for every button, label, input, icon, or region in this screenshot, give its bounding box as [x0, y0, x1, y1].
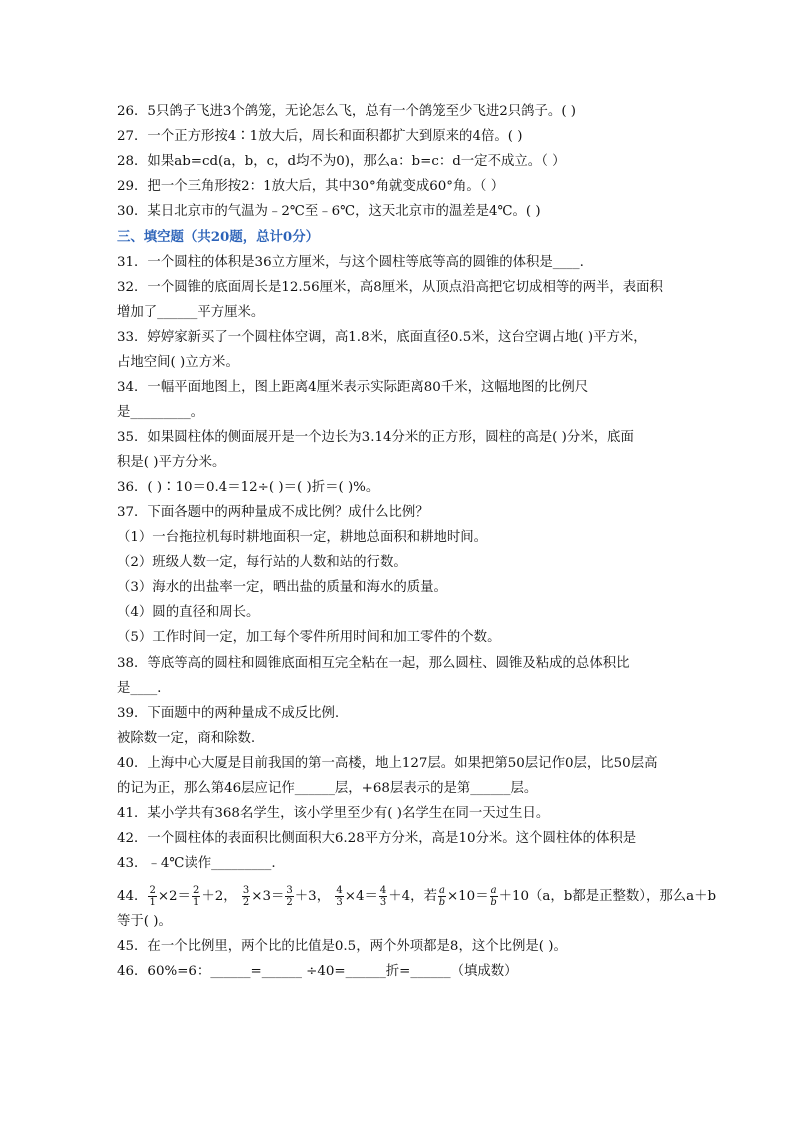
fraction: $\frac{a}{b}$	[490, 885, 497, 908]
question-34-line2: 是_________。	[117, 405, 205, 420]
question-40-line2: 的记为正，那么第46层应记作______层，+68层表示的是第______层。	[117, 781, 538, 796]
question-29: 29．把一个三角形按2：1放大后，其中30°角就变成60°角。（ ）	[117, 179, 505, 194]
question-39-line2: 被除数一定，商和除数.	[117, 731, 256, 746]
question-35-line1: 35．如果圆柱体的侧面展开是一个边长为3.14分米的正方形，圆柱的高是( )分米，底面	[117, 430, 634, 445]
question-33-line2: 占地空间( )立方米。	[117, 355, 239, 370]
question-37-item-3: （3）海水的出盐率一定，晒出盐的质量和海水的质量。	[117, 580, 447, 595]
question-32-line2: 增加了______平方厘米。	[117, 305, 265, 320]
question-35-line2: 积是( )平方分米。	[117, 455, 226, 470]
question-31: 31．一个圆柱的体积是36立方厘米，与这个圆柱等底等高的圆锥的体积是____.	[117, 255, 584, 270]
question-42: 42．一个圆柱体的表面积比侧面积大6.28平方分米，高是10分米。这个圆柱体的体积是	[117, 831, 637, 846]
question-27: 27．一个正方形按4∶1放大后，周长和面积都扩大到原来的4倍。( )	[117, 129, 523, 144]
question-37-item-2: （2）班级人数一定，每行站的人数和站的行数。	[117, 555, 407, 570]
question-44-line2: 等于( )。	[117, 914, 172, 929]
fraction: $\frac{4}{3}$	[336, 885, 343, 908]
fraction: $\frac{2}{1}$	[149, 885, 156, 908]
section-heading-fill-blank: 三、填空题（共20题，总计0分）	[117, 229, 320, 245]
question-38-line1: 38．等底等高的圆柱和圆锥底面相互完全粘在一起，那么圆柱、圆锥及粘成的总体积比	[117, 656, 630, 671]
question-30: 30．某日北京市的气温为﹣2℃至﹣6℃，这天北京市的温差是4℃。( )	[117, 204, 541, 219]
question-38-line2: 是____.	[117, 681, 162, 696]
question-40-line1: 40．上海中心大厦是目前我国的第一高楼，地上127层。如果把第50层记作0层，比50层高	[117, 756, 658, 771]
question-41: 41．某小学共有368名学生，该小学里至少有( )名学生在同一天过生日。	[117, 806, 550, 821]
question-26: 26．5只鸽子飞进3个鸽笼，无论怎么飞，总有一个鸽笼至少飞进2只鸽子。( )	[117, 104, 577, 119]
question-37: 37．下面各题中的两种量成不成比例？成什么比例？	[117, 505, 429, 520]
question-37-item-5: （5）工作时间一定，加工每个零件所用时间和加工零件的个数。	[117, 630, 501, 645]
question-37-item-4: （4）圆的直径和周长。	[117, 605, 260, 620]
question-34-line1: 34．一幅平面地图上，图上距离4厘米表示实际距离80千米，这幅地图的比例尺	[117, 380, 589, 395]
question-45: 45．在一个比例里，两个比的比值是0.5，两个外项都是8，这个比例是( )。	[117, 939, 567, 954]
question-32-line1: 32．一个圆锥的底面周长是12.56厘米，高8厘米，从顶点沿高把它切成相等的两半，表面积	[117, 280, 663, 295]
question-39-line1: 39．下面题中的两种量成不成反比例.	[117, 706, 340, 721]
question-44-line1: 44． $\frac{2}{1}$ ×2＝ $\frac{2}{1}$ ＋2， $\frac{3}{2}$ ×3＝ $\frac{3}{2}$ ＋3， $\frac{4}{3}$ ×4＝ $\frac{4}{3}$ ＋4，若 $\frac{a}{b}$ ×10＝ $\frac{a}{b}$ ＋10（a，b都是正整数），那么a＋b	[117, 885, 717, 908]
question-33-line1: 33．婷婷家新买了一个圆柱体空调，高1.8米，底面直径0.5米，这台空调占地( )平方米，	[117, 330, 647, 345]
fraction: $\frac{2}{1}$	[192, 885, 200, 908]
question-36: 36．( )∶10＝0.4＝12÷( )＝( )折＝( )%。	[117, 480, 380, 495]
question-37-item-1: （1）一台拖拉机每时耕地面积一定，耕地总面积和耕地时间。	[117, 530, 488, 545]
fraction: $\frac{3}{2}$	[286, 885, 293, 908]
question-28: 28．如果ab=cd(a，b，c，d均不为0)，那么a：b=c：d一定不成立。（ ）	[117, 154, 566, 169]
fraction: $\frac{4}{3}$	[379, 885, 387, 908]
fraction: $\frac{a}{b}$	[438, 885, 446, 908]
question-46: 46．60%=6：______=______ ÷40=______折=______（填成数）	[117, 964, 518, 979]
question-43: 43．﹣4℃读作_________.	[117, 856, 276, 871]
fraction: $\frac{3}{2}$	[242, 885, 250, 908]
